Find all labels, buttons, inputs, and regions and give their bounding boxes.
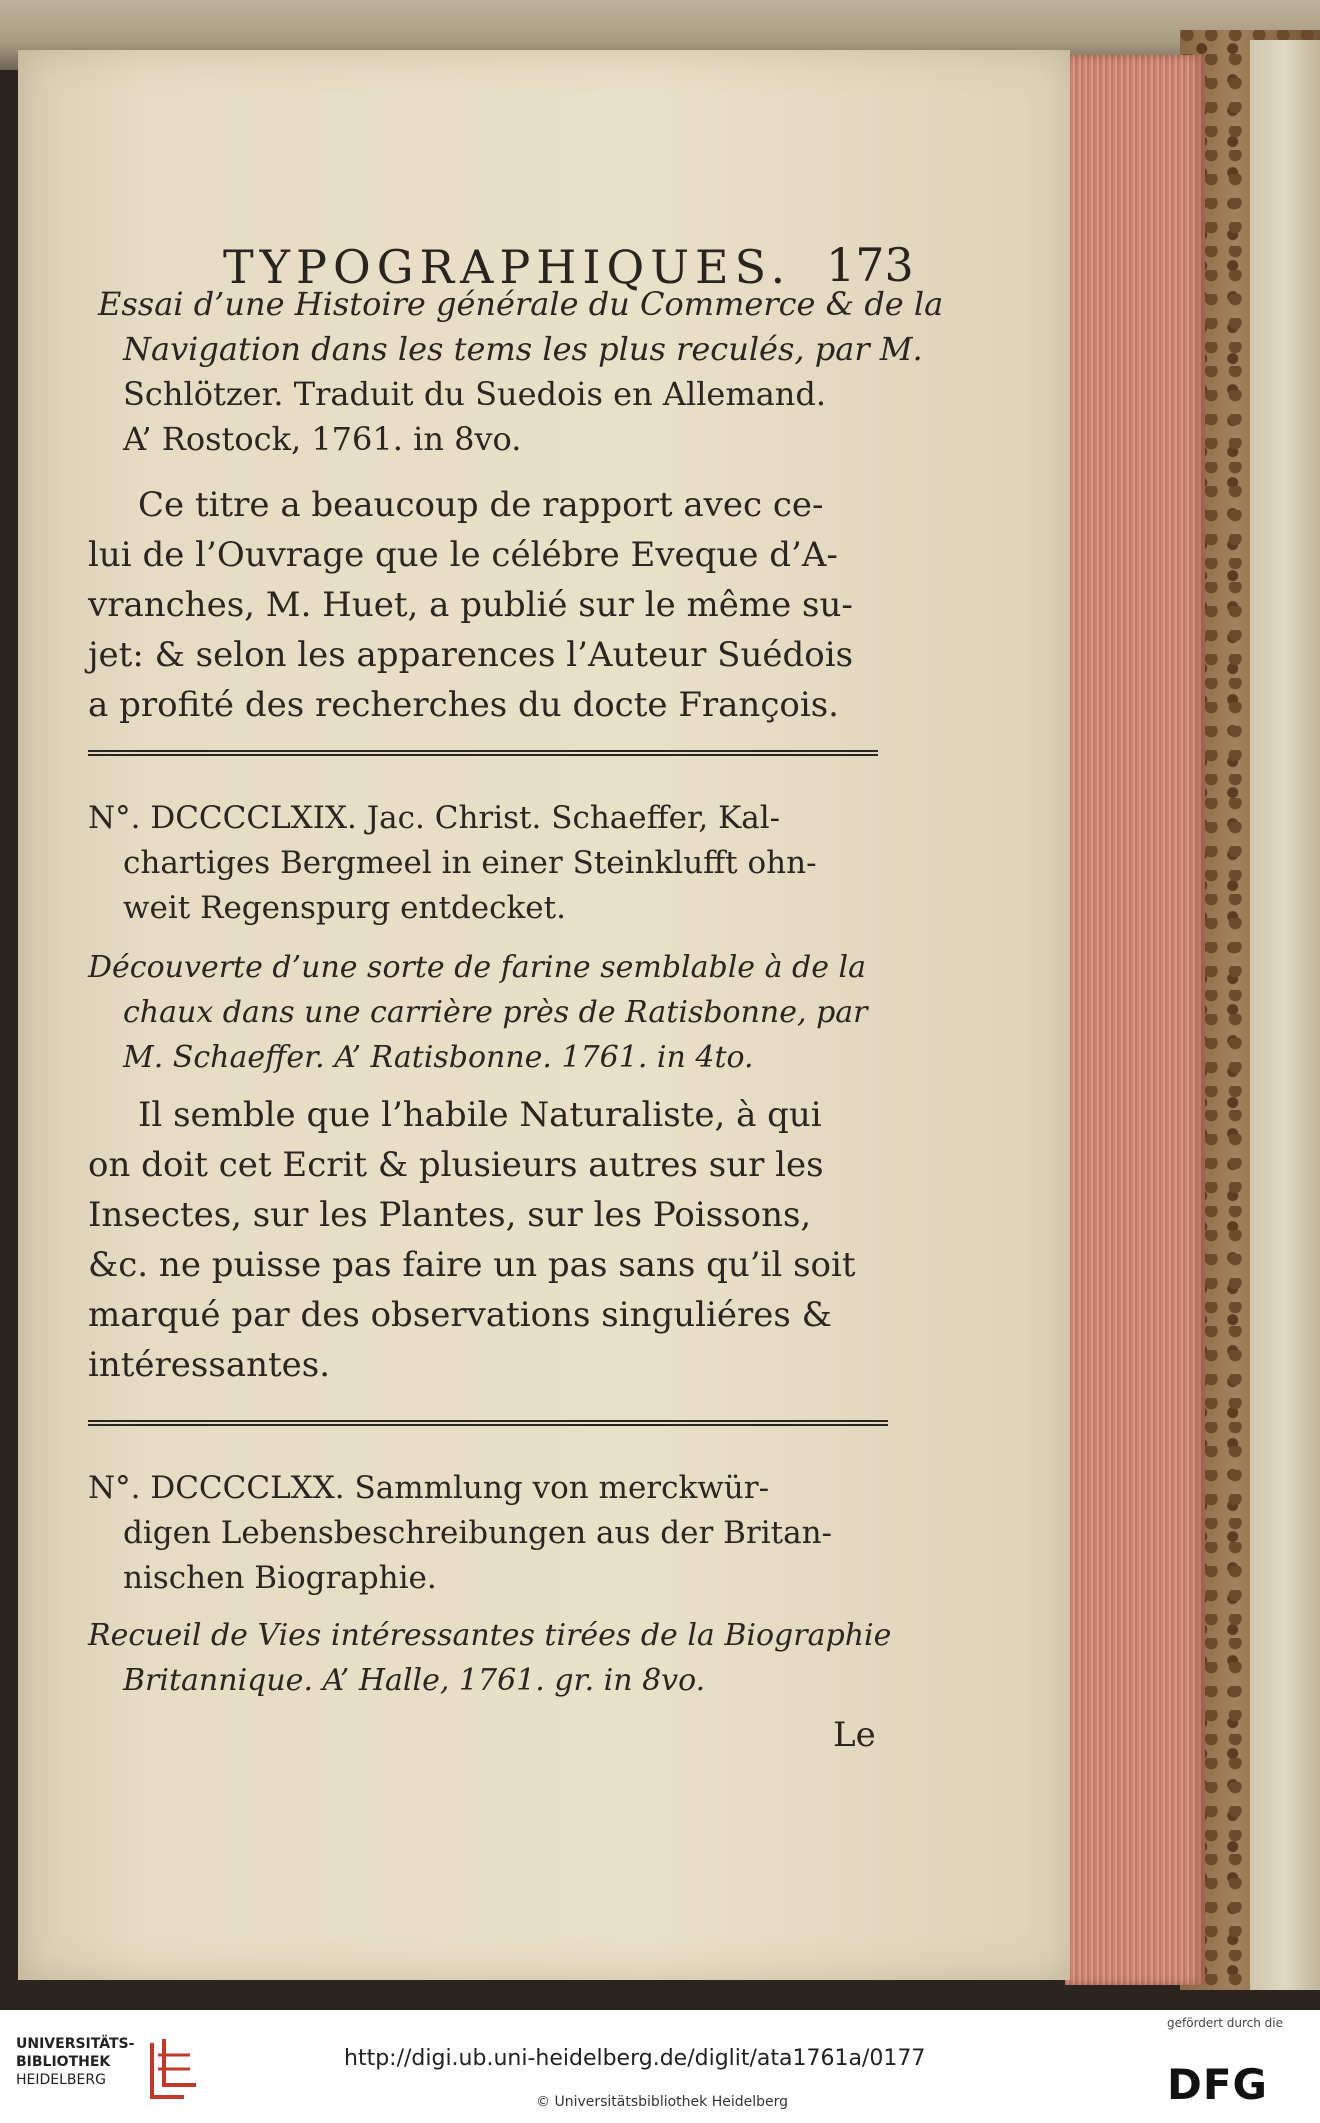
entry-title-line: Navigation dans les tems les plus reculés, par M. (123, 330, 923, 368)
paragraph-line: Insectes, sur les Plantes, sur les Poissons, (88, 1195, 812, 1235)
paragraph-line: a profité des recherches du docte François. (88, 685, 839, 725)
paragraph-line: &c. ne puisse pas faire un pas sans qu’il soit (88, 1245, 856, 1285)
page-number: 173 (826, 238, 914, 292)
paragraph-line: Ce titre a beaucoup de rapport avec ce- (138, 485, 824, 525)
paragraph-line: jet: & selon les apparences l’Auteur Suédois (88, 635, 854, 675)
translation-line: Britannique. A’ Halle, 1761. gr. in 8vo. (123, 1663, 706, 1698)
heading-line: weit Regenspurg entdecket. (123, 890, 566, 926)
copyright-notice: © Universitätsbibliothek Heidelberg (536, 2094, 789, 2110)
translation-line: chaux dans une carrière près de Ratisbonne, par (123, 995, 868, 1030)
library-logo (16, 2035, 226, 2105)
source-url-link[interactable]: http://digi.ub.uni-heidelberg.de/diglit/ata1761a/0177 (344, 2046, 926, 2071)
translation-line: Recueil de Vies intéressantes tirées de la Biographie (88, 1618, 892, 1653)
paragraph-line: vranches, M. Huet, a publié sur le même su- (88, 585, 853, 625)
section-divider (88, 1420, 888, 1426)
heading-line: nischen Biographie. (123, 1560, 437, 1596)
entry-title-line: A’ Rostock, 1761. in 8vo. (123, 420, 522, 458)
library-name-line: BIBLIOTHEK (16, 2054, 111, 2070)
catchword: Le (833, 1715, 876, 1755)
entry-title-line: Essai d’une Histoire générale du Commerce & de la (98, 285, 944, 323)
red-page-edges (1065, 55, 1205, 1985)
translation-line: Découverte d’une sorte de farine semblable à de la (88, 950, 866, 985)
paragraph-line: Il semble que l’habile Naturaliste, à qui (138, 1095, 822, 1135)
paragraph-line: on doit cet Ecrit & plusieurs autres sur les (88, 1145, 824, 1185)
section-divider (88, 750, 878, 756)
library-name-line: HEIDELBERG (16, 2072, 106, 2088)
paragraph-line: marqué par des observations singuliéres & (88, 1295, 832, 1335)
running-head: TYPOGRAPHIQUES. (223, 240, 792, 294)
heading-line: N°. DCCCCLXIX. Jac. Christ. Schaeffer, Kal- (88, 800, 781, 836)
paragraph-line: intéressantes. (88, 1345, 331, 1385)
entry-title-line: Schlötzer. Traduit du Suedois en Allemand. (123, 375, 827, 413)
library-emblem-icon (144, 2035, 204, 2105)
heading-line: N°. DCCCCLXX. Sammlung von merckwür- (88, 1470, 770, 1506)
book-page (18, 50, 1070, 1980)
library-name (16, 2035, 134, 2089)
heading-line: digen Lebensbeschreibungen aus der Britan- (123, 1515, 833, 1551)
heading-line: chartiges Bergmeel in einer Steinklufft ohn- (123, 845, 817, 881)
paragraph-line: lui de l’Ouvrage que le célébre Eveque d’A- (88, 535, 838, 575)
footer-bar (0, 2010, 1320, 2123)
vellum-spine (1250, 40, 1320, 1990)
funding-label: gefördert durch die (1167, 2016, 1283, 2030)
library-name-line: UNIVERSITÄTS- (16, 2036, 135, 2052)
translation-line: M. Schaeffer. A’ Ratisbonne. 1761. in 4to. (123, 1040, 754, 1075)
dfg-logo: DFG (1167, 2060, 1269, 2109)
